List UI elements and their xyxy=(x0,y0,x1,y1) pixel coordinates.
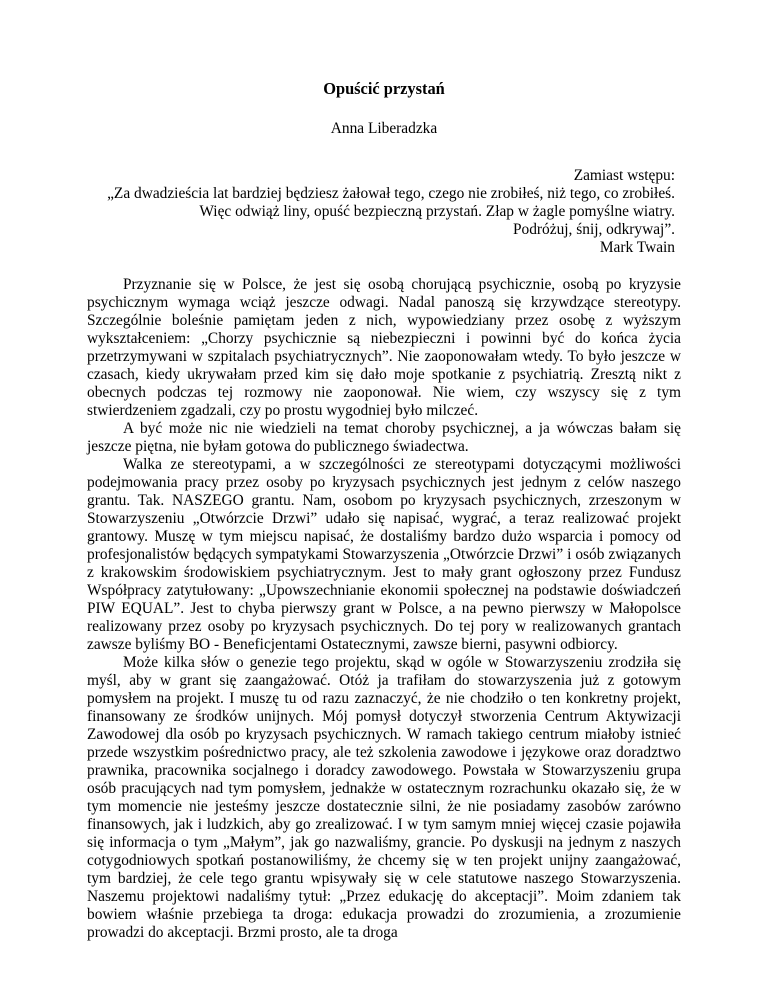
epigraph-attribution: Mark Twain xyxy=(599,239,675,256)
article-body xyxy=(87,276,681,942)
epigraph xyxy=(107,167,675,257)
paragraph: Może kilka słów o genezie tego projektu, skąd w ogóle w Stowarzyszeniu zrodziła się myśl, aby w grant się zaangażować. Otóż ja trafiłam do stowarzyszenia już z gotowym pomysłem na projekt. I muszę tu od razu zaznaczyć, że nie chodziło o ten konkretny projekt, finansowany ze środków unijnych. Mój pomysł dotyczył stworzenia Centrum Aktywizacji Zawodowej dla osób po kryzysach psychicznych. W ramach takiego centrum miałoby istnieć przede wszystkim pośrednictwo pracy, ale też szkolenia zawodowe i językowe oraz doradztwo prawnika, pracownika socjalnego i doradcy zawodowego. Powstała w Stowarzyszeniu grupa osób pracujących nad tym pomysłem, jednakże w ostatecznym rozrachunku okazało się, że w tym momencie nie jesteśmy jeszcze dostatecznie silni, że nie posiadamy zasobów zarówno finansowych, jak i ludzkich, aby go zrealizować. I w tym samym mniej więcej czasie pojawiła się informacja o tym „Małym”, jak go nazwaliśmy, grancie. Po dyskusji na jednym z naszych cotygodniowych spotkań postanowiliśmy, że chcemy się w ten projekt unijny zaangażować, tym bardziej, że cele tego grantu wpisywały się w cele statutowe naszego Stowarzyszenia. Naszemu projektowi nadaliśmy tytuł: „Przez edukację do akceptacji”. Moim zdaniem tak bowiem właśnie przebiega ta droga: edukacja prowadzi do zrozumienia, a zrozumienie prowadzi do akceptacji. Brzmi prosto, ale ta droga xyxy=(87,654,681,941)
paragraph: Walka ze stereotypami, a w szczególności ze stereotypami dotyczącymi możliwości podejmowania pracy przez osoby po kryzysach psychicznych jest jednym z celów naszego grantu. Tak. NASZEGO grantu. Nam, osobom po kryzysach psychicznych, zrzeszonym w Stowarzyszeniu „Otwórzcie Drzwi” udało się napisać, wygrać, a teraz realizować projekt grantowy. Muszę w tym miejscu napisać, że dostaliśmy bardzo dużo wsparcia i pomocy od profesjonalistów będących sympatykami Stowarzyszenia „Otwórzcie Drzwi” i osób związanych z krakowskim środowiskiem psychiatrycznym. Jest to mały grant ogłoszony przez Fundusz Współpracy zatytułowany: „Upowszechnianie ekonomii społecznej na podstawie doświadczeń PIW EQUAL”. Jest to chyba pierwszy grant w Polsce, a na pewno pierwszy w Małopolsce realizowany przez osoby po kryzysach psychicznych. Do tej pory w realizowanych grantach zawsze byliśmy BO - Beneficjentami Ostatecznymi, zawsze bierni, pasywni odbiorcy. xyxy=(87,456,681,653)
epigraph-line: Więc odwiąż liny, opuść bezpieczną przystań. Złap w żagle pomyślne wiatry. xyxy=(199,203,675,220)
author-name: Anna Liberadzka xyxy=(330,120,438,137)
paragraph: A być może nic nie wiedzieli na temat choroby psychicznej, a ja wówczas bałam się jeszcze piętna, nie byłam gotowa do publicznego świadectwa. xyxy=(87,420,681,455)
epigraph-intro: Zamiast wstępu: xyxy=(573,167,675,184)
paragraph: Przyznanie się w Polsce, że jest się osobą chorującą psychicznie, osobą po kryzysie psychicznym wymaga wciąż jeszcze odwagi. Nadal panoszą się krzywdzące stereotypy. Szczególnie boleśnie pamiętam jeden z nich, wypowiedziany przez osobę z wyższym wykształceniem: „Chorzy psychicznie są niebezpieczni i powinni być do końca życia przetrzymywani w szpitalach psychiatrycznych”. Nie zaoponowałam wtedy. To było jeszcze w czasach, kiedy ukrywałam przed kim się dało moje spotkanie z psychiatrią. Zresztą nikt z obecnych podczas tej rozmowy nie zaoponował. Nie wiem, czy wszyscy się z tym stwierdzeniem zgadzali, czy po prostu wygodniej było milczeć. xyxy=(87,276,681,419)
epigraph-line: „Za dwadzieścia lat bardziej będziesz żałował tego, czego nie zrobiłeś, niż tego, co zrobiłeś. xyxy=(107,185,675,202)
document-title: Opuścić przystań xyxy=(323,79,445,98)
epigraph-line: Podróżuj, śnij, odkrywaj”. xyxy=(512,221,675,238)
